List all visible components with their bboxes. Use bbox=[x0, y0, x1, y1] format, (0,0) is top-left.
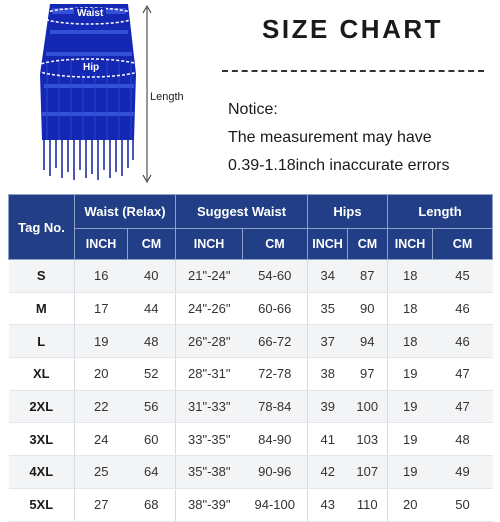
size-tag-cell: 2XL bbox=[9, 390, 75, 423]
measurement-cell: 107 bbox=[348, 456, 388, 489]
measurement-cell: 21"-24" bbox=[176, 260, 243, 293]
measurement-cell: 50 bbox=[433, 488, 493, 521]
notice-block bbox=[228, 96, 498, 180]
measurement-cell: 18 bbox=[388, 292, 433, 325]
measurement-cell: 19 bbox=[388, 456, 433, 489]
measurement-cell: 26"-28" bbox=[176, 325, 243, 358]
measurement-cell: 56 bbox=[128, 390, 176, 423]
measurement-cell: 47 bbox=[433, 358, 493, 391]
measurement-cell: 18 bbox=[388, 260, 433, 293]
notice-line-1: The measurement may have bbox=[228, 129, 432, 146]
measurement-cell: 24"-26" bbox=[176, 292, 243, 325]
size-chart-table bbox=[8, 194, 493, 522]
table-row bbox=[9, 358, 493, 391]
measurement-cell: 19 bbox=[388, 390, 433, 423]
product-image bbox=[0, 0, 200, 190]
measurement-cell: 47 bbox=[433, 390, 493, 423]
measurement-cell: 28"-31" bbox=[176, 358, 243, 391]
unit-header: INCH bbox=[176, 229, 243, 260]
measurement-cell: 22 bbox=[75, 390, 128, 423]
measurement-cell: 68 bbox=[128, 488, 176, 521]
size-tag-cell: 4XL bbox=[9, 456, 75, 489]
size-tag-cell: M bbox=[9, 292, 75, 325]
unit-header: CM bbox=[128, 229, 176, 260]
measurement-cell: 41 bbox=[308, 423, 348, 456]
measurement-cell: 84-90 bbox=[243, 423, 308, 456]
measurement-cell: 27 bbox=[75, 488, 128, 521]
measurement-cell: 48 bbox=[128, 325, 176, 358]
hip-label: Hip bbox=[80, 62, 102, 73]
notice-heading: Notice: bbox=[228, 101, 278, 118]
measurement-cell: 45 bbox=[433, 260, 493, 293]
measurement-cell: 33"-35" bbox=[176, 423, 243, 456]
unit-header: CM bbox=[243, 229, 308, 260]
unit-header: CM bbox=[433, 229, 493, 260]
measurement-cell: 100 bbox=[348, 390, 388, 423]
tag-header: Tag No. bbox=[9, 195, 75, 260]
measurement-cell: 72-78 bbox=[243, 358, 308, 391]
measurement-cell: 44 bbox=[128, 292, 176, 325]
table-row bbox=[9, 456, 493, 489]
measurement-cell: 25 bbox=[75, 456, 128, 489]
measurement-cell: 90-96 bbox=[243, 456, 308, 489]
table-unit-header bbox=[9, 229, 493, 260]
page-title: SIZE CHART bbox=[262, 14, 443, 44]
measurement-cell: 46 bbox=[433, 292, 493, 325]
measurement-cell: 78-84 bbox=[243, 390, 308, 423]
measurement-cell: 20 bbox=[388, 488, 433, 521]
measurement-cell: 35"-38" bbox=[176, 456, 243, 489]
measurement-cell: 42 bbox=[308, 456, 348, 489]
size-tag-cell: 5XL bbox=[9, 488, 75, 521]
unit-header: INCH bbox=[388, 229, 433, 260]
measurement-cell: 48 bbox=[433, 423, 493, 456]
table-body bbox=[9, 260, 493, 522]
unit-header: INCH bbox=[75, 229, 128, 260]
length-label: Length bbox=[150, 91, 184, 103]
measurement-cell: 19 bbox=[75, 325, 128, 358]
measurement-cell: 87 bbox=[348, 260, 388, 293]
measurement-cell: 37 bbox=[308, 325, 348, 358]
measurement-cell: 46 bbox=[433, 325, 493, 358]
group-header-waist: Waist (Relax) bbox=[75, 195, 176, 229]
measurement-cell: 110 bbox=[348, 488, 388, 521]
measurement-cell: 52 bbox=[128, 358, 176, 391]
measurement-cell: 43 bbox=[308, 488, 348, 521]
waist-label: Waist bbox=[74, 8, 106, 19]
measurement-cell: 39 bbox=[308, 390, 348, 423]
measurement-cell: 31"-33" bbox=[176, 390, 243, 423]
measurement-cell: 60-66 bbox=[243, 292, 308, 325]
table-group-header bbox=[9, 195, 493, 229]
measurement-cell: 18 bbox=[388, 325, 433, 358]
size-tag-cell: 3XL bbox=[9, 423, 75, 456]
measurement-cell: 35 bbox=[308, 292, 348, 325]
unit-header: CM bbox=[348, 229, 388, 260]
dashed-divider bbox=[222, 70, 484, 72]
notice-line-2: 0.39-1.18inch inaccurate errors bbox=[228, 157, 450, 174]
table-row bbox=[9, 423, 493, 456]
group-header-suggest-waist: Suggest Waist bbox=[176, 195, 308, 229]
table-row bbox=[9, 260, 493, 293]
measurement-cell: 16 bbox=[75, 260, 128, 293]
measurement-cell: 97 bbox=[348, 358, 388, 391]
measurement-cell: 54-60 bbox=[243, 260, 308, 293]
measurement-cell: 24 bbox=[75, 423, 128, 456]
measurement-cell: 94 bbox=[348, 325, 388, 358]
measurement-cell: 19 bbox=[388, 358, 433, 391]
measurement-cell: 38"-39" bbox=[176, 488, 243, 521]
table-row bbox=[9, 325, 493, 358]
size-tag-cell: S bbox=[9, 260, 75, 293]
group-header-length: Length bbox=[388, 195, 493, 229]
table-row bbox=[9, 292, 493, 325]
measurement-cell: 66-72 bbox=[243, 325, 308, 358]
size-tag-cell: L bbox=[9, 325, 75, 358]
measurement-cell: 64 bbox=[128, 456, 176, 489]
table-row bbox=[9, 390, 493, 423]
measurement-cell: 103 bbox=[348, 423, 388, 456]
unit-header: INCH bbox=[308, 229, 348, 260]
measurement-cell: 20 bbox=[75, 358, 128, 391]
measurement-cell: 19 bbox=[388, 423, 433, 456]
table-row bbox=[9, 488, 493, 521]
group-header-hips: Hips bbox=[308, 195, 388, 229]
measurement-cell: 90 bbox=[348, 292, 388, 325]
size-tag-cell: XL bbox=[9, 358, 75, 391]
measurement-cell: 49 bbox=[433, 456, 493, 489]
measurement-cell: 17 bbox=[75, 292, 128, 325]
measurement-cell: 34 bbox=[308, 260, 348, 293]
measurement-cell: 94-100 bbox=[243, 488, 308, 521]
measurement-cell: 60 bbox=[128, 423, 176, 456]
measurement-cell: 38 bbox=[308, 358, 348, 391]
measurement-cell: 40 bbox=[128, 260, 176, 293]
